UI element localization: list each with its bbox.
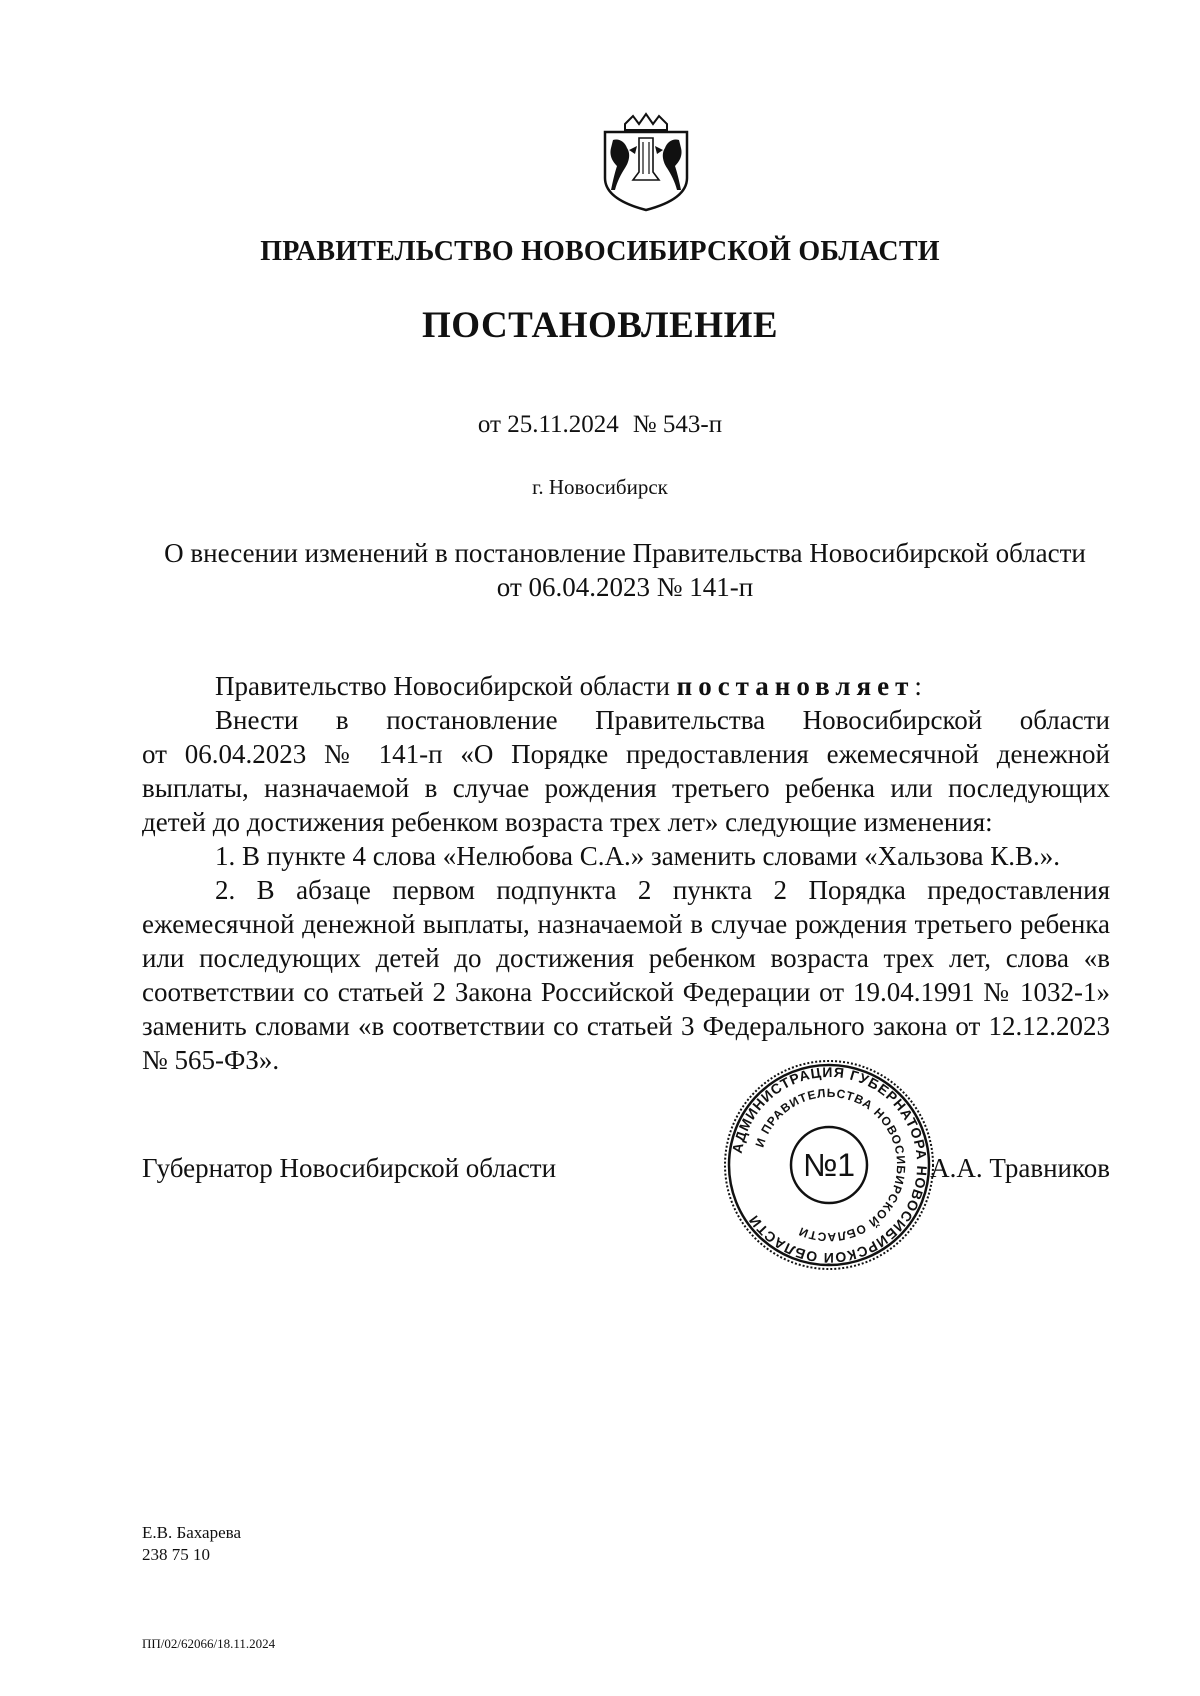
intro-first-line: Внести в постановление Правительства Новосибирской области — [215, 705, 1110, 735]
city: г. Новосибирск — [532, 475, 668, 499]
signatory-name: А.А. Травников — [930, 1153, 1110, 1183]
preamble-text: Правительство Новосибирской области — [215, 671, 670, 701]
signatory-position: Губернатор Новосибирской области — [142, 1153, 557, 1183]
item-2-paragraph: 2. В абзаце первом подпункта 2 пункта 2 Порядка предоставления ежемесячной денежной выплаты, назначаемой в случае рождения третьего ребенка или последующих детей до достижения ребенком возраста трех лет, слова «в соответствии со статьей 2 Закона Российской Федерации от 19.04.1991 № 1032-1» заменить словами «в соответствии со статьей 3 Федерального закона от 12.12.2023 № 565-ФЗ». — [142, 875, 1110, 1075]
document-number: № 543-п — [632, 411, 723, 438]
preamble-paragraph — [142, 669, 1110, 703]
intro-paragraph-rest: от 06.04.2023 № 141-п «О Порядке предоставления ежемесячной денежной выплаты, назначаемой в случае рождения третьего ребенка или последующих детей до достижения ребенком возраста трех лет» следующие изменения: — [142, 739, 1110, 837]
seal-center-number: №1 — [802, 1147, 856, 1183]
preamble-colon: : — [914, 671, 922, 701]
document-type: ПОСТАНОВЛЕНИЕ — [421, 305, 779, 346]
organization-name: ПРАВИТЕЛЬСТВО НОВОСИБИРСКОЙ ОБЛАСТИ — [260, 236, 940, 267]
document-date: от 25.11.2024 — [477, 411, 619, 438]
subject-line-2: от 06.04.2023 № 141-п — [496, 572, 754, 602]
seal-outer-text: АДМИНИСТРАЦИЯ ГУБЕРНАТОРА НОВОСИБИРСКОЙ ОБЛАСТИ — [728, 1063, 931, 1267]
decides-word: постановляет — [676, 671, 915, 701]
executor-block — [142, 1522, 241, 1566]
subject-line-1: О внесении изменений в постановление Правительства Новосибирской области — [164, 538, 1086, 568]
document-body — [142, 669, 1110, 1077]
item-1-paragraph: 1. В пункте 4 слова «Нелюбова С.А.» заменить словами «Хальзова К.В.». — [215, 841, 1061, 871]
seal-inner-text: И ПРАВИТЕЛЬСТВА НОВОСИБИРСКОЙ ОБЛАСТИ — [752, 1085, 909, 1245]
official-seal — [722, 1058, 936, 1272]
registration-number: ПП/02/62066/18.11.2024 — [142, 1636, 276, 1651]
date-number-line — [0, 411, 1200, 439]
executor-name: Е.В. Бахарева — [142, 1523, 241, 1542]
executor-phone: 238 75 10 — [142, 1545, 210, 1564]
coat-of-arms-icon — [599, 110, 693, 212]
document-subject — [140, 536, 1110, 604]
